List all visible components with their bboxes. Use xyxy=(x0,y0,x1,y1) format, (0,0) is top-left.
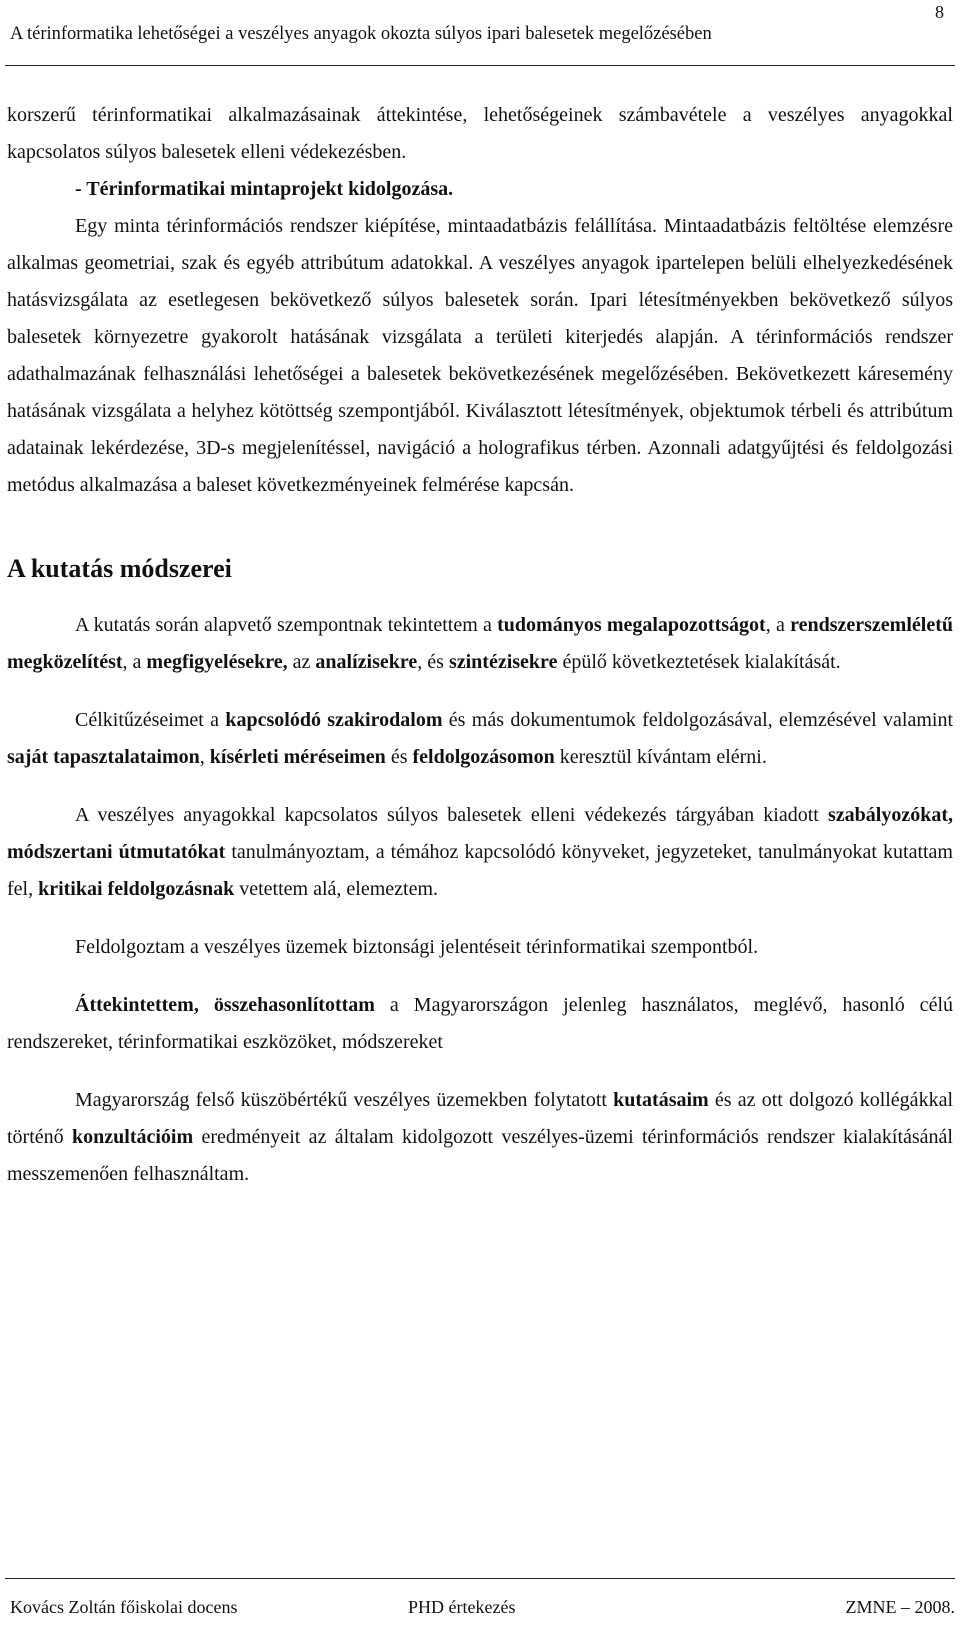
text: és az ott dolgozó kollégákkal történő xyxy=(7,1089,953,1148)
intro-item-title: - Térinformatikai mintaprojekt kidolgozása. xyxy=(75,178,454,200)
bold-text: szabályozókat, módszertani útmutatókat xyxy=(7,804,953,863)
text: A veszélyes anyagokkal kapcsolatos súlyos balesetek elleni védekezés tárgyában kiadott xyxy=(75,804,828,826)
bold-text: saját tapasztalataimon xyxy=(7,746,200,768)
method-paragraph-2 xyxy=(7,702,953,776)
bold-text: kapcsolódó szakirodalom xyxy=(225,709,443,731)
bold-text: analízisekre xyxy=(315,651,418,673)
text: A kutatás során alapvető szempontnak tekintettem a xyxy=(75,614,498,636)
text: és xyxy=(385,746,413,768)
method-paragraph-3 xyxy=(7,797,953,908)
header-rule xyxy=(5,65,955,66)
method-paragraph-1 xyxy=(7,607,953,681)
text: Feldolgoztam a veszélyes üzemek biztonsági jelentéseit térinformatikai szempontból. xyxy=(75,936,759,958)
section-heading: A kutatás módszerei xyxy=(7,554,232,583)
bold-text: konzultációim xyxy=(72,1126,194,1148)
bold-text: tudományos megalapozottságot xyxy=(497,614,766,636)
text: , és xyxy=(417,651,449,673)
bold-text: feldolgozásomon xyxy=(412,746,555,768)
bold-text: rendszerszemléletű megközelítést xyxy=(7,614,953,673)
text: , a xyxy=(122,651,147,673)
text: vetettem alá, elemeztem. xyxy=(234,878,439,900)
text: épülő következtetések kialakítását. xyxy=(557,651,841,673)
text: Célkitűzéseimet a xyxy=(75,709,226,731)
footer-rule xyxy=(5,1578,955,1579)
page-body xyxy=(7,97,953,1193)
method-paragraph-6 xyxy=(7,1082,953,1193)
method-paragraph-5 xyxy=(7,987,953,1061)
bold-text: megfigyelésekre, xyxy=(146,651,288,673)
text: , a xyxy=(765,614,791,636)
text: eredményeit az általam kidolgozott veszélyes-üzemi térinformációs rendszer kialakításánál messzemenően felhasználtam. xyxy=(7,1126,953,1185)
bold-text: Áttekintettem, összehasonlítottam xyxy=(75,994,375,1016)
page-header xyxy=(0,0,960,68)
text: és más dokumentumok feldolgozásával, elemzésével valamint xyxy=(442,709,954,731)
footer-author: Kovács Zoltán főiskolai docens xyxy=(10,1597,238,1617)
text: a Magyarországon jelenleg használatos, meglévő, hasonló célú rendszereket, térinformatikai eszközöket, módszereket xyxy=(7,994,953,1053)
intro-paragraph-1: korszerű térinformatikai alkalmazásainak áttekintése, lehetőségeinek számbavétele a veszélyes anyagokkal kapcsolatos súlyos balesetek elleni védekezésben. xyxy=(7,104,953,163)
bold-text: szintézisekre xyxy=(448,651,558,673)
bold-text: kritikai feldolgozásnak xyxy=(38,878,235,900)
footer-document-type: PHD értekezés xyxy=(408,1597,516,1617)
running-title: A térinformatika lehetőségei a veszélyes anyagok okozta súlyos ipari balesetek megelőzésében xyxy=(10,24,712,44)
page-number: 8 xyxy=(935,2,944,22)
text: Magyarország felső küszöbértékű veszélyes üzemekben folytatott xyxy=(75,1089,614,1111)
page-footer xyxy=(0,1578,960,1631)
text: keresztül kívántam elérni. xyxy=(554,746,767,768)
text: tanulmányoztam, a témához kapcsolódó könyveket, jegyzeteket, tanulmányokat kutattam fel, xyxy=(7,841,953,900)
bold-text: kutatásaim xyxy=(613,1089,709,1111)
method-paragraph-4 xyxy=(7,929,953,966)
text: , xyxy=(199,746,210,768)
intro-list-item xyxy=(7,171,953,208)
intro-paragraph-3: Egy minta térinformációs rendszer kiépítése, mintaadatbázis felállítása. Mintaadatbázis feltöltése elemzésre alkalmas geometriai, szak és egyéb attribútum adatokkal. A veszélyes anyagok ipartelepen belüli elhelyezkedésének hatásvizsgálata az esetlegesen bekövetkező súlyos balesetek során. Ipari létesítményekben bekövetkező súlyos balesetek környezetre gyakorolt hatásának vizsgálata a területi kiterjedés alapján. A térinformációs rendszer adathalmazának felhasználási lehetőségei a balesetek bekövetkezésének megelőzésében. Bekövetkezett káresemény hatásának vizsgálata a helyhez kötöttség szempontjából. Kiválasztott létesítmények, objektumok térbeli és attribútum adatainak lekérdezése, 3D-s megjelenítéssel, navigáció a holografikus térben. Azonnali adatgyűjtési és feldolgozási metódus alkalmazása a baleset következményeinek felmérése kapcsán. xyxy=(7,215,953,496)
text: az xyxy=(287,651,316,673)
bold-text: kísérleti méréseimen xyxy=(209,746,386,768)
footer-institution: ZMNE – 2008. xyxy=(845,1597,955,1617)
